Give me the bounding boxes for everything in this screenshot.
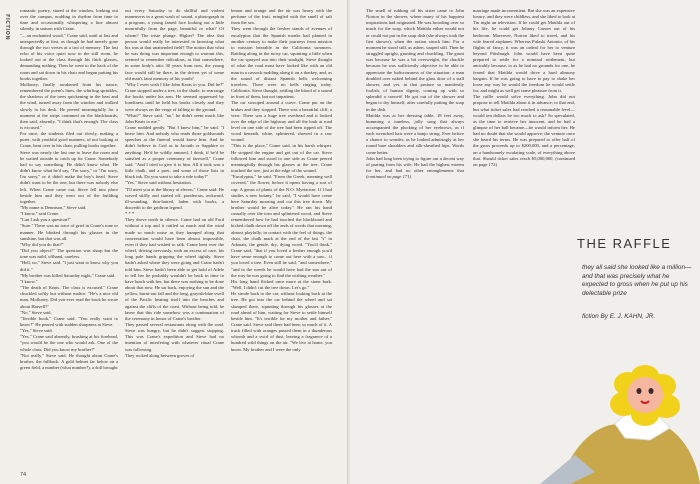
left-column-3: lemon and orange and the air was heavy with the perfume of the fruit, mingled with the smell of salt from the sea. They went through the fresher stands of avenues of eucalyptus that the Spanish monks had planted in another century to make their journeys from mission to mission bearable in the California summers. Rattling along in the noisy car, squinting a little when the car sprayed sun into their sunlight, Steve thought of what the road must have looked like with an old man in a cassock nodding along it on a donkey, and, as the sound of distant Spanish bells welcoming travelers. There were no bells ringing today. California. Steve thought, settling the blood of a sound in front of them, but not impatient. The car swooped around a curve. Crane put on the brakes and they stopped. There was a beautiful cliff, a view. There was a huge tree overhead and it looked over the edge of the highway and all the bark at road level on one side of the tree had been ripped off. The wood beneath, white, splintered, showed in a raw wound. "This is the place," Crane said, in his harsh whisper. He stopped the engine and got out of the car. Steve followed him and stood to one side as Crane peered meaningfully through his glasses at the tree. Crane touched the tree, just at the edge of the wound. "Eucalyptus," he said. "From the Greek, meaning well covered," the flower, before it opens having a sort of cap. A genus of plants of the N.O. Myrtaceae. If I had studies a new botany," he said, "I would have come here Saturday morning and cut this tree down. My brother would be alive today." He ran his hand casually over the torn and splintered wood, and Steve remembered how he had touched the blackboard and kicked chalk down off the ends of words that morning, almost playfully, in contact with the feel of things, the chair, the chalk mark at the end of the last "s" in Adonais, the gentle, dry, dying wood. "You'd think," Crane said, "that if you loved a fresher enough you'd have sense enough to come out here with a saw... if you loved a tree. Even still he said, "and somewhere," "and in the weeds he would have had the sun out of the way he was going to find the wishing weather." His long hand flicked once more at the stone bark. "Well, I didn't cut the tree down. Let's go." He strode back to the car, without looking back at the tree. He got into the car behind the wheel and sat slumped there, squinting through his glasses at the road ahead of him, waiting for Steve to settle himself beside him. "It's terrible for my mother and father," Crane said. Steve said there had been so much of it. A truck filled with oranges passed them in a thunderous whoosh and a swirl of dust, leaving a fragrance of a hundred wild things on the air. "We live at home, you know. My brother and I were the only	[231, 8, 332, 352]
story-title: THE RAFFLE	[577, 236, 672, 251]
right-column-2: marriage made inconvenient. But she was an expensive luxury, and they were childless, and she liked to look at Tin night an television. If he could get Matilda out of his life, he could get Johnny Carson out of his bedroom. Moreover, Norton liked to travel, and his wife feared airplanes. Whereas Pulaski Antonio, of his flights of fancy, it was an ordeal for her to venture beyond Pittsburgh. John would have been quite prepared to settle for a nominal settlement, but amicably because, to as he had no grounds for one, he feared that Matilda would drive a hard alimony bargain. If he was going to have to pay to shake her loose any way he would the freedom he would settle for, and might as well get some pleasure from it. The raffle would solve everything. John did not propose to tell Matilda about it in advance; to that end, but what ticket sales had reached a reasonable level—would ten dollars be too much to ask? So speculated, as the time to retrieve her innocent, and he had a glimpse of her ball became—he would inform her. He had no doubt that she would approve; the venture once she heard his terms. He was prepared to offer half of the gross proceeds up to $200,000, and a percentage, on a handsomely escalating scale, of everything above that. Should ticket sales reach $5,000,000, (continued on page 172)	[473, 8, 576, 167]
doll-illustration	[500, 300, 700, 484]
left-page	[0, 0, 348, 484]
story-deck: they all said she looked like a million—and that was precisely what he expected to gross when he put up his delectable prize	[582, 264, 692, 297]
right-page	[350, 0, 700, 484]
left-column-2: out every Saturday to do skillful and violent maneuvers in a great wash of sound, a photograph in a program, a young famed face looking out a little mournfully from the page, beautiful or what? Of whom? The triste plunge. Higher? The idea that person would really be interested in knowing what his was at that unattended field? The notion that what he was doing was important enough to warrant this, seemed to remember ridiculous, as that somewhere, in some body's attic 30 years from now, the young face would still be there, in the driven yet of some old man's faint memory of his youth? "Why I even wish I like John Keats to you. Did he?" Crane stopped under a tree, in the shade, to rearrange the books under his arm. He seemed oppressed by loneliness until he held his books closely and they were always on the verge of falling to the ground. "What?" Steve said, "no," he didn't seem much like John Keats to me." Crane nodded gently. "But I knew him," he said. "I knew him. And nobody who reads those goldsounds speeches at the funeral would know him. And he didn't believe in God as in Jacinth or Sapphire or anything. He'd be wildly amused, I think, if he'd be satisfied as a proper ceremony of farewell," Crane said. "And I tried to give it to him. All it took was a little chalk, and a poet, and some of those lists in black ink. Do you want to take a ride today?" "Yes," Steve said without hesitation. "I'll meet you at the library at eleven," Crane said. He waved stiffly and started off, ponderous, awkward, ill-sounding, thin-haired, laden with books, a discredit to the gridiron legend. * * * They drove north in silence. Crane had an old Ford without a top and it rattled so much and the wind made so much noise as they bumped along that conversation would have been almost impossible, even if they had wished to talk. Crane bent over the wheel, driving nervously, with an excess of care, his long pale hands gripping the wheel tightly. Steve hadn't asked where they were going and Crane hadn't told him. Steve hadn't been able to get hold of Adele to tell her he probably wouldn't be back in time to have lunch with her, but there was nothing to be done about that now. He sat back, enjoying the sun and the yellow, burnt-out fall and the long, grayish-blue swell of the Pacific heating itself into the beaches and against the cliffs of the coast. Without being told, he knew that this ride somehow was a continuation of the ceremony in honor of Crane's brother. They passed several restaurants along with the road. Steve was hungry, but he didn't suggest stopping. This was Crane's expedition and Steve had no intention of interfering with whatever ritual Crane was following. They rocked along between groves of	[125, 8, 224, 358]
continued-notice: (continued on page 171)	[366, 168, 466, 180]
section-label: FICTION	[4, 14, 10, 41]
right-column-1: The smell of rubbing oil his sister came to John Norton in the shower, where many of his happiest inspirations had originated. He was brooding over so much for the soap, which Matilda either would not or could not put in the soap dish (she always took the first shower), when the notion struck him. For a moment he stood still, as ashen, soaped still. Then he struggled upright, grunting and chuckling. The grunt was because he was a bit overweight, the chuckle because he was sufficiently objective to be able to appreciate the ludicrousness of the situation: a man doubled over naked behind the glass door of a stall shower, and yet, in that posture so manifestly foolish, of human dignity, coming up with so splendid a conceit! He got out of the shower and began to dry himself, after carefully putting the soap in the dish. Matilda was at her dressing table, 18 feet away, humming a tuneless, jolly song that always accompanied the plucking of her eyebrows, as if each wrenched hair were a banjo string. Ever before a chance to wonder, as he looked admiringly at her round bare shoulders and silk-sheathed hips. Words come better. John had long been trying to figure out a decent way of parting from his wife. He had the highest esteem for her, and had no other entanglements that (continued on page 171)	[366, 8, 466, 180]
byline: fiction By E. J. KAHN, JR.	[582, 313, 656, 320]
page-number: 74	[20, 472, 27, 478]
left-column-1: romantic poetry, stared at the window, looking out over the campus, nodding in rhythm from time to time and occasionally whispering a line almost silently, in unison with Crane. "... an enchanted wood," Crane said, until at last and unexpectedly at first, as though he had merely gone through the two verses at a trot of memory. The last echo of his voice quiet now in the still room, he looked out at the class through his thick glasses, demanding nothing. Then he went to the back of the room and sat down in his chair and began putting his books together. Molloney, finally awakened from his trance, remembered the poem's lines, the whirling sprinkles, the shadows of the trees quickening in the heat and the wind, turned away from the window and walked slowly to his desk. He peered meaningfully for a moment at the strips crammed on the blackboards, then said, absently, "I think that's enough. The class is excused." For once, the students filed out slowly, making a purer, with youthful good manners, of not looking at Crane, bent over in his chair, pulling books together. Steve was nearly the last one to leave the room and he waited outside to catch up for Crane. Somebody had to say something. He didn't know what. He didn't know what he'd say, "I'm sorry," or "I'm sorry, I'm sorry," or it didn't make the boy's head. Steve didn't want to be the one, but there was nobody else left. When Crane came out, Steve fell into place beside him and they went out of the building together. "My name is Dennison," Steve said. "I know," said Crane. "Can I ask you a question?" "Sure." There was no trace of grief in Crane's tone or manner. He blinked through his glasses in the sunshine, but that was all. "Why did you do that?" "Did you object?" The question was sharp but the tone was mild, offhand, careless. "Hell, no," Steve said. "I just want to know why you did it." "My brother was killed Saturday night," Crane said. "I know." "The death of Keats. The class is excused." Crane chuckled softly but without malice. "He's a nice old man, Molloney. Did you ever read the book he wrote about Harvell?" "No," Steve said. "Terrible book," Crane said. "You really want to know?" He peered with sudden sharpness at Steve. "Yes," Steve said. "Yes," Crane said absently, brushing at his forehead, "you would be the one who would ask. One of the whole class. Did you know my brother?" "Not really," Steve said. He thought about Crane's brother, the fullback. A gold helmet far below on a green field, a number (what number?), a doll brought	[20, 8, 118, 371]
